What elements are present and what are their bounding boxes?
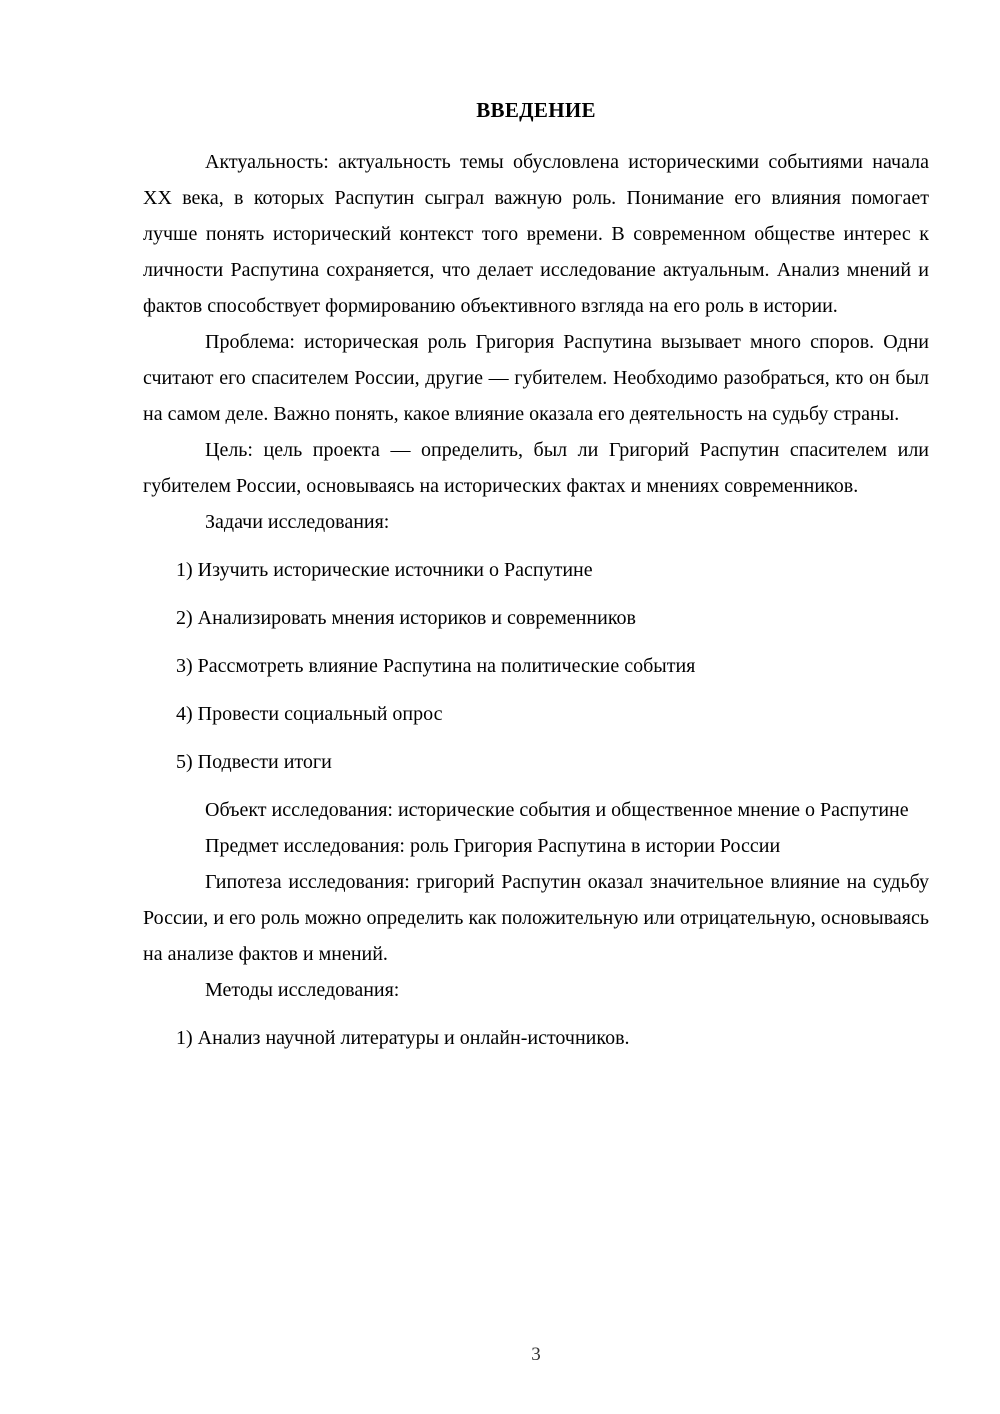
paragraph-subject: Предмет исследования: роль Григория Распутина в истории России (205, 835, 781, 857)
section-title: ВВЕДЕНИЕ (476, 98, 596, 122)
methods-heading: Методы исследования: (205, 979, 400, 1001)
paragraph-object: Объект исследования: исторические события и общественное мнение о Распутине (205, 799, 909, 821)
tasks-heading: Задачи исследования: (205, 511, 390, 533)
task-item-5: 5) Подвести итоги (176, 751, 332, 773)
paragraph-relevance: Актуальность: актуальность темы обусловлена историческими событиями начала XX века, в которых Распутин сыграл важную роль. Понимание его влияния помогает лучше понять исторический контекст того времени. В современном обществе интерес к личности Распутина сохраняется, что делает исследование актуальным. Анализ мнений и фактов способствует формированию объективного взгляда на его роль в истории. (143, 151, 929, 317)
method-item-1: 1) Анализ научной литературы и онлайн-источников. (176, 1027, 630, 1049)
paragraph-problem: Проблема: историческая роль Григория Распутина вызывает много споров. Одни считают его спасителем России, другие — губителем. Необходимо разобраться, кто он был на самом деле. Важно понять, какое влияние оказала его деятельность на судьбу страны. (143, 331, 929, 425)
task-item-1: 1) Изучить исторические источники о Распутине (176, 559, 593, 581)
paragraph-goal: Цель: цель проекта — определить, был ли Григорий Распутин спасителем или губителем России, основываясь на исторических фактах и мнениях современников. (143, 439, 929, 497)
task-item-4: 4) Провести социальный опрос (176, 703, 443, 725)
page-number: 3 (531, 1344, 541, 1365)
paragraph-hypothesis: Гипотеза исследования: григорий Распутин оказал значительное влияние на судьбу России, и его роль можно определить как положительную или отрицательную, основываясь на анализе фактов и мнений. (143, 871, 929, 965)
task-item-3: 3) Рассмотреть влияние Распутина на политические события (176, 655, 696, 677)
task-item-2: 2) Анализировать мнения историков и современников (176, 607, 636, 629)
